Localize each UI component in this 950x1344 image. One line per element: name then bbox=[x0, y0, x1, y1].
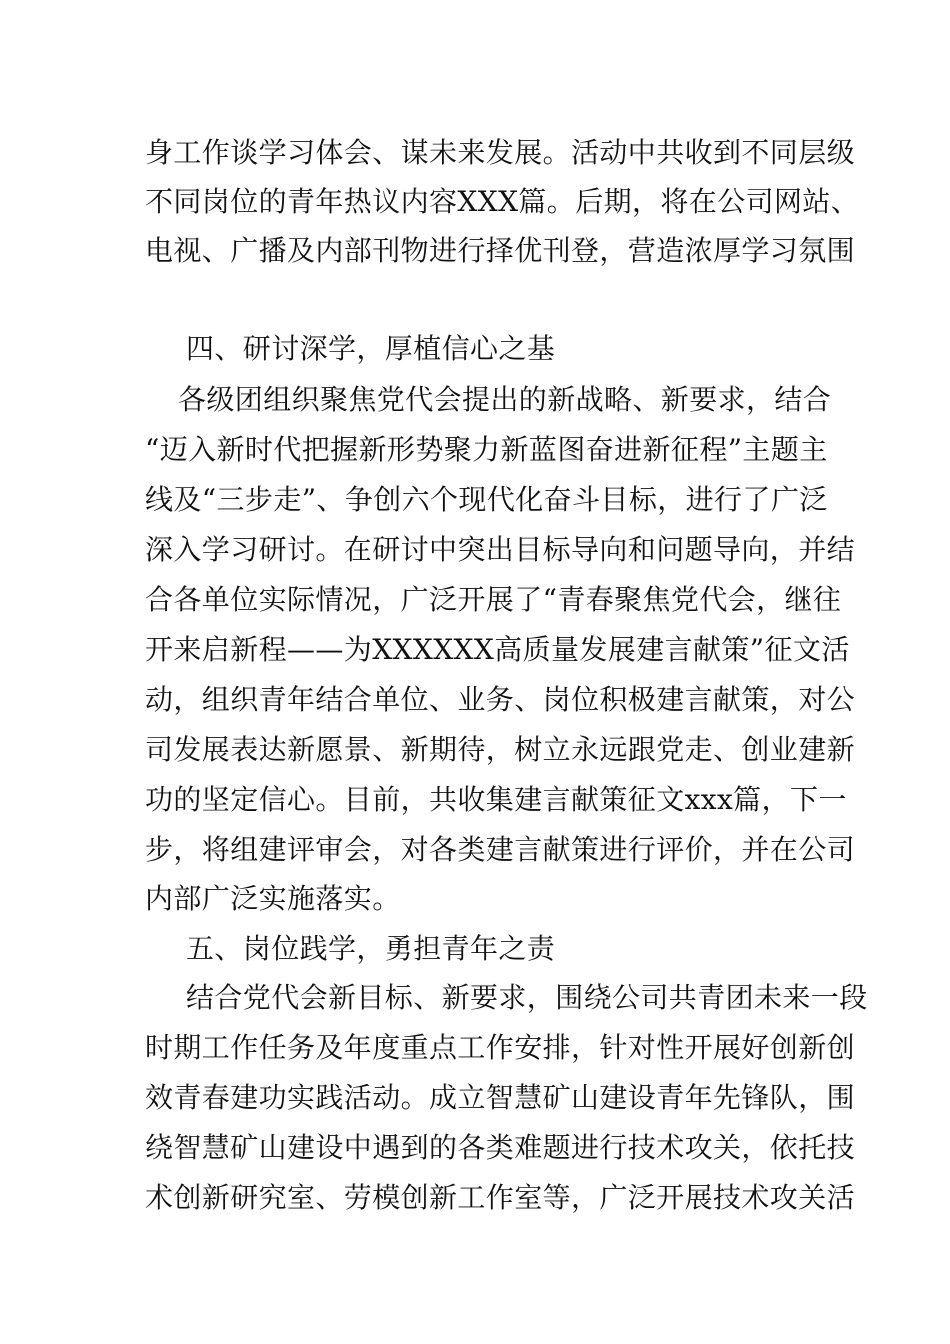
paragraph-line: 线及“三步走”、争创六个现代化奋斗目标，进行了广泛 bbox=[145, 483, 828, 516]
paragraph-line: 司发展表达新愿景、新期待，树立永远跟党走、创业建新 bbox=[145, 733, 856, 766]
paragraph-line: 效青春建功实践活动。成立智慧矿山建设青年先锋队，围 bbox=[145, 1081, 856, 1114]
paragraph-line: 绕智慧矿山建设中遇到的各类难题进行技术攻关，依托技 bbox=[145, 1131, 856, 1164]
paragraph-line: 开来启新程——为XXXXXX高质量发展建言献策”征文活 bbox=[145, 633, 850, 666]
section-heading-4: 四、研讨深学，厚植信心之基 bbox=[186, 332, 556, 365]
paragraph-line: 步，将组建评审会，对各类建言献策进行评价，并在公司 bbox=[145, 833, 856, 866]
paragraph-line: 合各单位实际情况，广泛开展了“青春聚焦党代会，继往 bbox=[145, 583, 842, 616]
paragraph-line: 内部广泛实施落实。 bbox=[145, 882, 401, 915]
paragraph-line: 功的坚定信心。目前，共收集建言献策征文xxx篇，下一 bbox=[145, 783, 847, 816]
paragraph-line: 电视、广播及内部刊物进行择优刊登，营造浓厚学习氛围 bbox=[145, 234, 856, 267]
paragraph-line: 身工作谈学习体会、谋未来发展。活动中共收到不同层级 bbox=[145, 136, 856, 169]
paragraph-line: 结合党代会新目标、新要求，围绕公司共青团未来一段 bbox=[186, 981, 868, 1014]
paragraph-line: 不同岗位的青年热议内容XXX篇。后期，将在公司网站、 bbox=[145, 185, 860, 218]
paragraph-line: 各级团组织聚焦党代会提出的新战略、新要求，结合 bbox=[178, 383, 832, 416]
paragraph-line: “迈入新时代把握新形势聚力新蓝图奋进新征程”主题主 bbox=[145, 433, 828, 466]
paragraph-line: 时期工作任务及年度重点工作安排，针对性开展好创新创 bbox=[145, 1031, 856, 1064]
paragraph-line: 深入学习研讨。在研讨中突出目标导向和问题导向，并结 bbox=[145, 533, 856, 566]
paragraph-line: 术创新研究室、劳模创新工作室等，广泛开展技术攻关活 bbox=[145, 1181, 856, 1214]
section-heading-5: 五、岗位践学，勇担青年之责 bbox=[186, 932, 556, 965]
paragraph-line: 动，组织青年结合单位、业务、岗位积极建言献策，对公 bbox=[145, 683, 856, 716]
